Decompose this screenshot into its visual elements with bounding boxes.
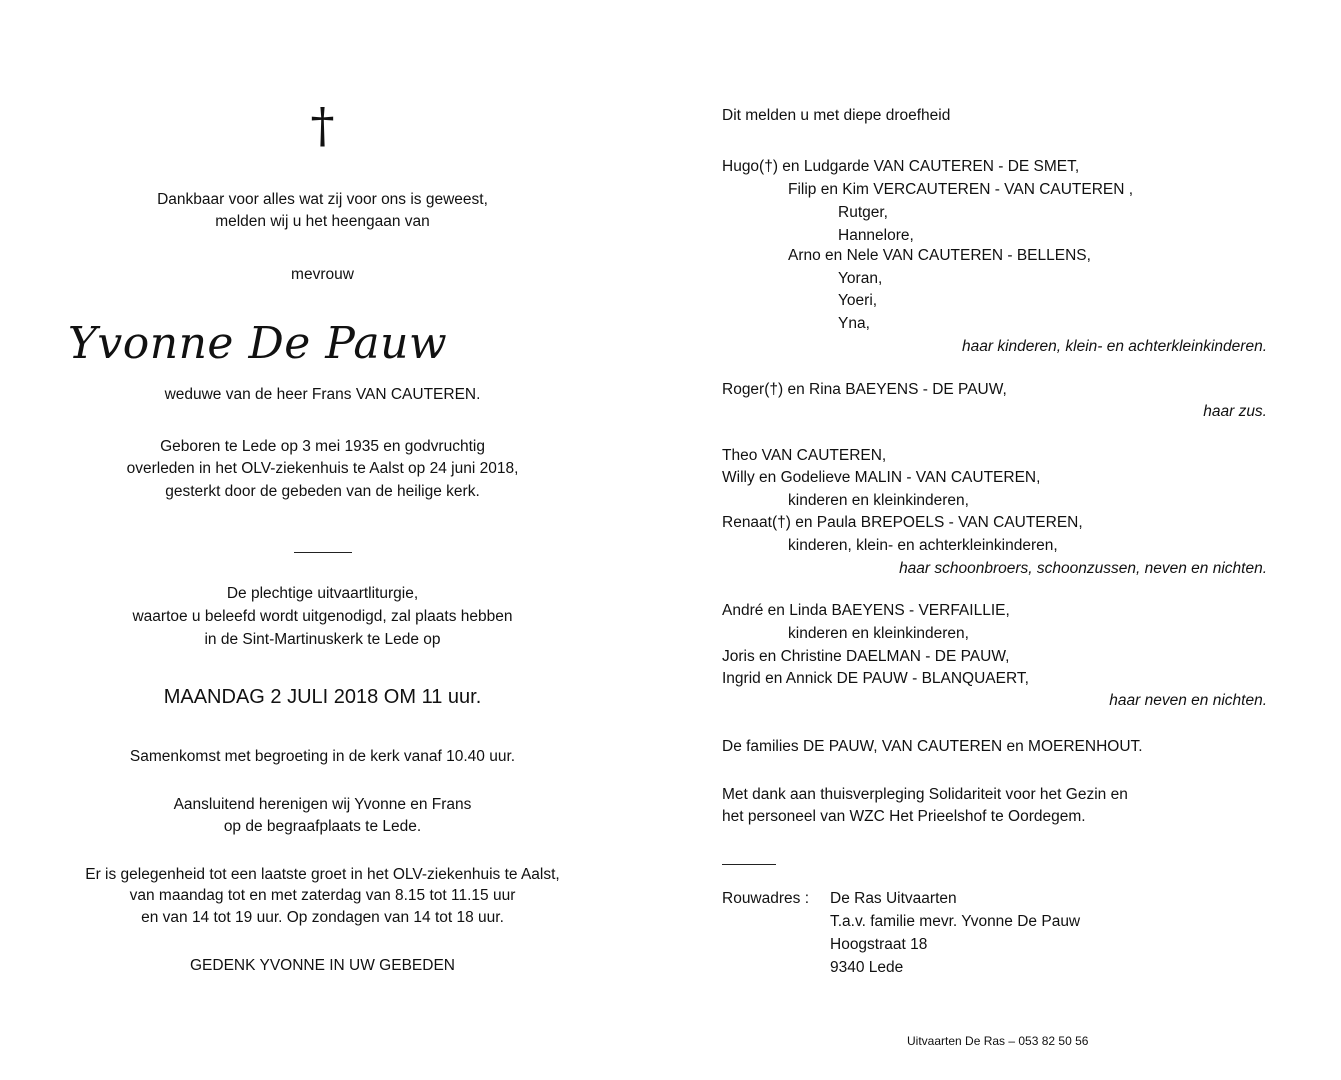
nephew-descendants-line: kinderen en kleinkinderen, [788,625,969,642]
great-grandchild-line: Yoran, [838,270,883,287]
birth-line-1: Geboren te Lede op 3 mei 1935 en godvruchtig [160,438,485,455]
gathering-line: Samenkomst met begroeting in de kerk vanaf 10.40 uur. [129,748,516,765]
nephews-role: haar neven en nichten. [1109,692,1267,709]
funeral-date: MAANDAG 2 JULI 2018 OM 11 uur. [163,686,482,708]
burial-line-2: op de begraafplaats te Lede. [223,818,422,835]
great-grandchild-line: Yoeri, [838,292,878,309]
families-line: De families DE PAUW, VAN CAUTEREN en MOERENHOUT. [722,738,1143,755]
inlaw-descendants-line: kinderen, klein- en achterkleinkinderen, [788,537,1058,554]
liturgy-line-2: waartoe u beleefd wordt uitgenodigd, zal plaats hebben [132,608,513,625]
inlaw-line: Renaat(†) en Paula BREPOELS - VAN CAUTEREN, [722,514,1083,531]
sister-role: haar zus. [1203,403,1267,420]
prayer-request: GEDENK YVONNE IN UW GEBEDEN [190,957,455,974]
address-line: De Ras Uitvaarten [830,890,957,907]
great-grandchild-line: Hannelore, [838,227,914,244]
visit-line-2: van maandag tot en met zaterdag van 8.15 tot 11.15 uur [129,887,516,904]
nephew-line: Joris en Christine DAELMAN - DE PAUW, [722,648,1010,665]
great-grandchild-line: Rutger, [838,204,888,221]
deceased-name: Yvonne De Pauw [67,318,448,369]
intro-line-2: melden wij u het heengaan van [215,213,430,230]
nephew-line: Ingrid en Annick DE PAUW - BLANQUAERT, [722,670,1029,687]
great-grandchild-line: Yna, [838,315,870,332]
sister-line: Roger(†) en Rina BAEYENS - DE PAUW, [722,381,1007,398]
salutation: mevrouw [291,266,354,283]
footer-undertaker: Uitvaarten De Ras – 053 82 50 56 [907,1034,1089,1048]
inlaw-descendants-line: kinderen en kleinkinderen, [788,492,969,509]
divider [722,852,1267,870]
address-line: Hoogstraat 18 [830,936,928,953]
opening-line: Dit melden u met diepe droefheid [722,107,951,124]
grandchild-line: Arno en Nele VAN CAUTEREN - BELLENS, [788,247,1091,264]
liturgy-line-1: De plechtige uitvaartliturgie, [226,585,419,602]
address-line: 9340 Lede [830,959,904,976]
widow-line: weduwe van de heer Frans VAN CAUTEREN. [164,386,481,403]
thanks-line-2: het personeel van WZC Het Prieelshof te Oordegem. [722,808,1086,825]
inlaws-role: haar schoonbroers, schoonzussen, neven en nichten. [899,560,1267,577]
liturgy-line-3: in de Sint-Martinuskerk te Lede op [204,631,441,648]
birth-line-2: overleden in het OLV-ziekenhuis te Aalst op 24 juni 2018, [126,460,519,477]
burial-line-1: Aansluitend herenigen wij Yvonne en Frans [173,796,472,813]
visit-line-1: Er is gelegenheid tot een laatste groet in het OLV-ziekenhuis te Aalst, [85,866,560,883]
thanks-line-1: Met dank aan thuisverpleging Solidariteit voor het Gezin en [722,786,1128,803]
visit-line-3: en van 14 tot 19 uur. Op zondagen van 14 tot 18 uur. [141,909,504,926]
nephew-line: André en Linda BAEYENS - VERFAILLIE, [722,602,1010,619]
address-line: T.a.v. familie mevr. Yvonne De Pauw [830,913,1081,930]
intro-line-1: Dankbaar voor alles wat zij voor ons is geweest, [157,191,488,208]
birth-line-3: gesterkt door de gebeden van de heilige kerk. [165,483,480,500]
cross-icon: † [310,98,335,154]
inlaw-line: Willy en Godelieve MALIN - VAN CAUTEREN, [722,469,1041,486]
inlaw-line: Theo VAN CAUTEREN, [722,447,887,464]
divider [30,540,615,558]
address-label: Rouwadres : [722,890,810,907]
grandchild-line: Filip en Kim VERCAUTEREN - VAN CAUTEREN , [788,181,1134,198]
children-role: haar kinderen, klein- en achterkleinkinderen. [961,338,1267,355]
child-line: Hugo(†) en Ludgarde VAN CAUTEREN - DE SMET, [722,158,1080,175]
